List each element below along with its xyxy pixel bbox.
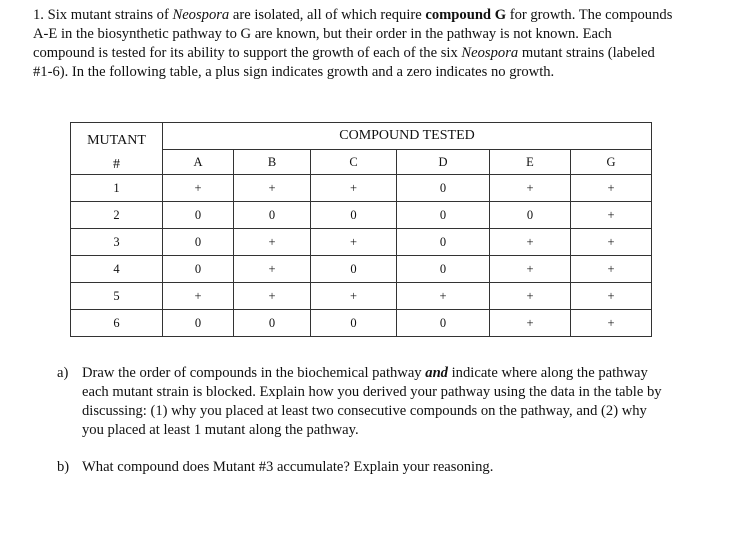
growth-cell: 0	[163, 310, 234, 337]
growth-cell: 0	[397, 310, 490, 337]
table-row	[71, 175, 652, 202]
problem-text: are isolated, all of which require	[229, 7, 426, 23]
organism-name: Neospora	[172, 7, 230, 23]
growth-cell: 0	[490, 202, 571, 229]
table-row	[71, 202, 652, 229]
growth-cell: +	[234, 256, 311, 283]
growth-cell: +	[311, 283, 397, 310]
problem-text: Six mutant strains of	[43, 7, 173, 23]
table-row	[71, 229, 652, 256]
table-row	[71, 256, 652, 283]
mutant-number: 6	[71, 310, 163, 337]
table-row	[71, 310, 652, 337]
compound-tested-header: COMPOUND TESTED	[163, 123, 652, 150]
growth-cell: +	[571, 229, 652, 256]
column-header: E	[490, 150, 571, 175]
growth-cell: +	[311, 175, 397, 202]
mutant-number: 2	[71, 202, 163, 229]
problem-paragraph	[33, 6, 673, 82]
growth-cell: 0	[397, 229, 490, 256]
organism-name: Neospora	[461, 45, 519, 61]
growth-cell: +	[571, 175, 652, 202]
mutant-number: 1	[71, 175, 163, 202]
growth-cell: +	[163, 175, 234, 202]
growth-cell: +	[571, 283, 652, 310]
mutant-number: 4	[71, 256, 163, 283]
question-a	[57, 364, 667, 440]
growth-cell: 0	[163, 256, 234, 283]
growth-cell: +	[490, 229, 571, 256]
problem-statement	[33, 6, 673, 82]
growth-cell: 0	[163, 202, 234, 229]
growth-cell: +	[490, 175, 571, 202]
problem-text: for growth. The compounds A-E in the biosynthetic pathway to G are known, but their order in the pathway is not known. Each compound is tested for its ability to support the growth of each of the six	[33, 7, 673, 61]
growth-cell: 0	[397, 175, 490, 202]
growth-cell: +	[571, 310, 652, 337]
growth-cell: +	[571, 202, 652, 229]
growth-cell: 0	[311, 202, 397, 229]
growth-cell: +	[234, 283, 311, 310]
growth-cell: +	[571, 256, 652, 283]
growth-cell: +	[311, 229, 397, 256]
growth-cell: +	[234, 229, 311, 256]
compound-g-emphasis: compound G	[425, 7, 507, 23]
mutant-number: 5	[71, 283, 163, 310]
mutant-column-header	[71, 123, 163, 175]
column-header: B	[234, 150, 311, 175]
growth-cell: 0	[397, 202, 490, 229]
column-header: A	[163, 150, 234, 175]
growth-table	[70, 122, 652, 337]
growth-cell: +	[490, 283, 571, 310]
problem-number: 1.	[33, 7, 44, 23]
mutant-number: 3	[71, 229, 163, 256]
question-a-emphasis: and	[425, 365, 448, 381]
growth-table-container	[70, 122, 652, 337]
questions-section	[57, 364, 667, 477]
question-a-text-part: Draw the order of compounds in the biochemical pathway	[82, 365, 426, 381]
growth-cell: +	[397, 283, 490, 310]
problem-text: mutant strains (labeled #1-6). In the following table, a plus sign indicates growth and a zero indicates no growth.	[33, 45, 655, 80]
growth-cell: +	[490, 256, 571, 283]
growth-cell: 0	[311, 256, 397, 283]
column-header: G	[571, 150, 652, 175]
growth-cell: +	[163, 283, 234, 310]
table-row	[71, 283, 652, 310]
column-header: C	[311, 150, 397, 175]
growth-cell: 0	[311, 310, 397, 337]
growth-cell: +	[490, 310, 571, 337]
question-b-label: b)	[57, 459, 70, 475]
question-a-text	[82, 364, 667, 440]
growth-cell: 0	[397, 256, 490, 283]
growth-cell: 0	[234, 310, 311, 337]
growth-cell: 0	[163, 229, 234, 256]
mutant-header-hash: #	[113, 157, 120, 172]
growth-cell: 0	[234, 202, 311, 229]
question-a-text-part: indicate where along the pathway each mutant strain is blocked. Explain how you derived your pathway using the data in the table by discussing: (1) why you placed at least two consecutive compounds on the pathway, and (2) why you placed at least 1 mutant along the pathway.	[82, 365, 662, 438]
question-a-label: a)	[57, 365, 69, 381]
question-b	[57, 458, 667, 477]
mutant-header-label: MUTANT	[87, 133, 146, 148]
column-header: D	[397, 150, 490, 175]
growth-cell: +	[234, 175, 311, 202]
table-header-row	[71, 123, 652, 150]
question-b-text: What compound does Mutant #3 accumulate? Explain your reasoning.	[82, 459, 494, 475]
